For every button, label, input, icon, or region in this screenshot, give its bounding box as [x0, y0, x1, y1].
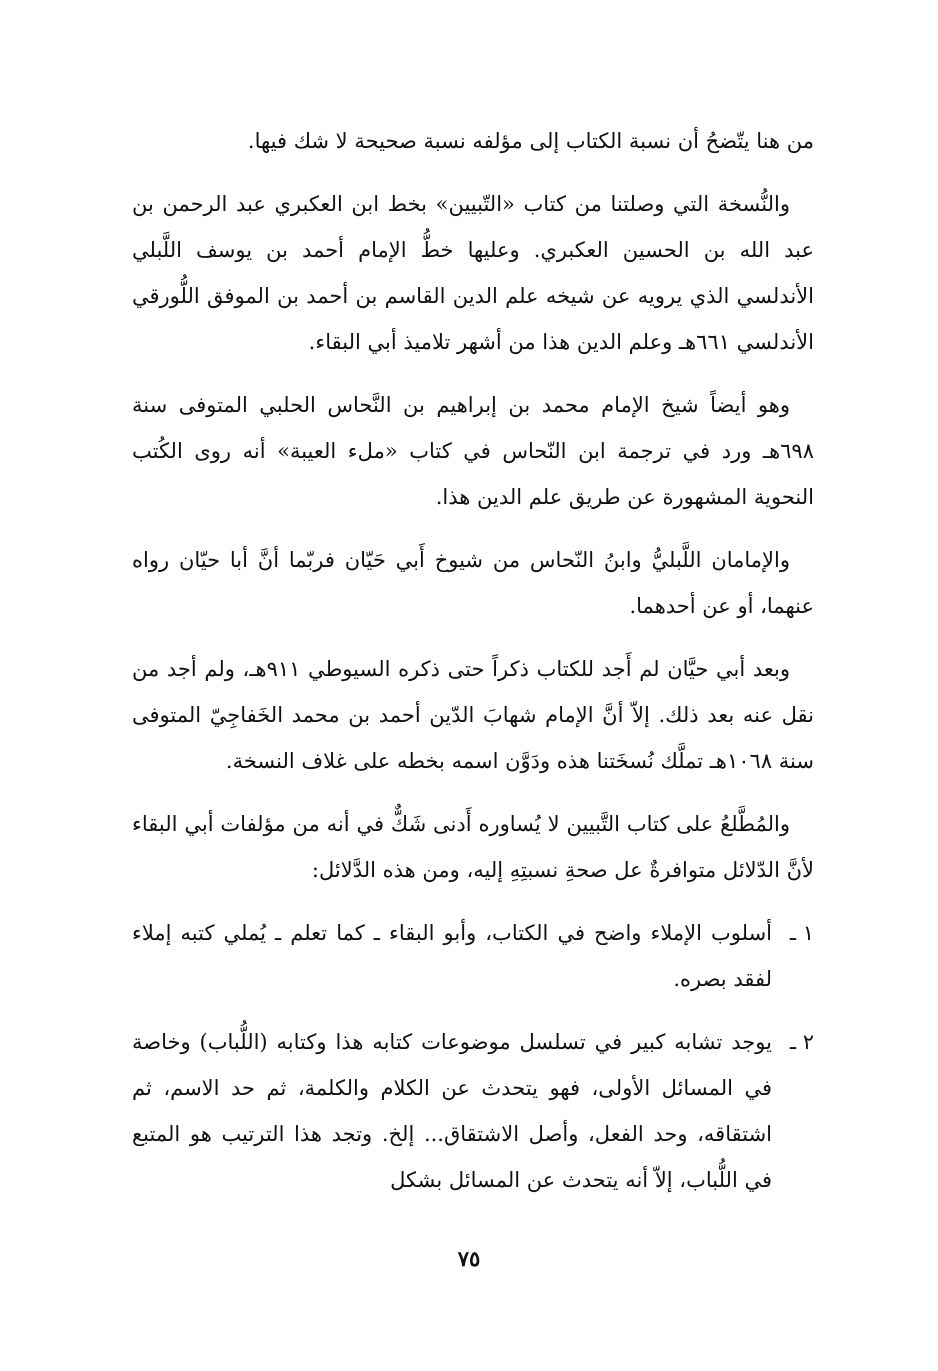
paragraph-4: والإمامان اللَّبليُّ وابنُ النّحاس من شيوخ أَبي حَيّان فربّما أنَّ أبا حيّان رواه عنهما، أو عن أحدهما.	[132, 548, 814, 618]
list-item-number: ١ ـ	[789, 921, 814, 945]
paragraph-1: من هنا يتّضحُ أن نسبة الكتاب إلى مؤلفه نسبة صحيحة لا شك فيها.	[247, 129, 814, 153]
list-item-text: أسلوب الإملاء واضح في الكتاب، وأبو البقاء ـ كما تعلم ـ يُملي كتبه إملاء لفقد بصره.	[132, 921, 772, 991]
list-item-1	[132, 910, 814, 1002]
list-item-number: ٢ ـ	[789, 1030, 814, 1054]
list-item-text: يوجد تشابه كبير في تسلسل موضوعات كتابه هذا وكتابه (اللُّباب) وخاصة في المسائل الأولى، فهو يتحدث عن الكلام والكلمة، ثم حد الاسم، ثم اشتقاقه، وحد الفعل، وأصل الاشتقاق... إلخ. وتجد هذا الترتيب هو المتبع في اللُّباب، إلاّ أنه يتحدث عن المسائل بشكل	[132, 1030, 772, 1192]
paragraph-6: والمُطَّلعُ على كتاب التَّبيين لا يُساوره أَدنى شَكٌّ في أنه من مؤلفات أبي البقاء لأنَّ الدّلائل متوافرةٌ عل صحةِ نسبتِهِ إليه، ومن هذه الدَّلائل:	[132, 812, 814, 882]
paragraph-2: والنُّسخة التي وصلتنا من كتاب «التّبيين» بخط ابن العكبري عبد الرحمن بن عبد الله بن الحسين العكبري. وعليها خطُّ الإمام أحمد بن يوسف اللَّبلي الأندلسي الذي يرويه عن شيخه علم الدين القاسم بن أحمد بن الموفق اللُّورقي الأندلسي ٦٦١هـ وعلم الدين هذا من أشهر تلاميذ أبي البقاء.	[132, 192, 814, 354]
page-number: ٧٥	[457, 1246, 481, 1271]
list-item-2	[132, 1019, 814, 1203]
page-body	[132, 118, 814, 1220]
paragraph-3: وهو أيضاً شيخ الإمام محمد بن إبراهيم بن النَّحاس الحلبي المتوفى سنة ٦٩٨هـ ورد في ترجمة ابن النّحاس في كتاب «ملء العيبة» أنه روى الكُتب النحوية المشهورة عن طريق علم الدين هذا.	[132, 393, 814, 509]
paragraph-5: وبعد أبي حيَّان لم أَجد للكتاب ذكراً حتى ذكره السيوطي ٩١١هـ، ولم أجد من نقل عنه بعد ذلك. إلاّ أنَّ الإمام شهابَ الدّين أحمد بن محمد الخَفاجِيّ المتوفى سنة ١٠٦٨هـ تملَّك نُسخَتنا هذه ودَوَّن اسمه بخطه على غلاف النسخة.	[132, 657, 814, 773]
